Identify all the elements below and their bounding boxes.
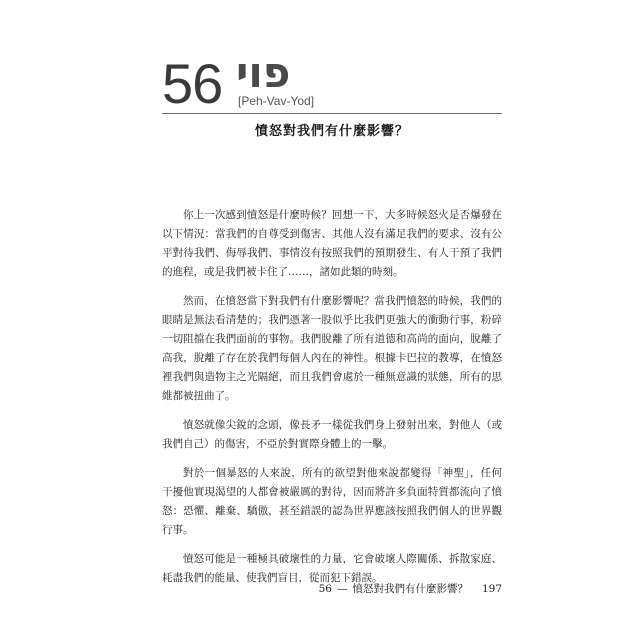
hebrew-letters: פוי <box>236 48 291 97</box>
paragraph: 然而，在憤怒當下對我們有什麼影響呢？當我們憤怒的時候，我們的眼睛是無法看清楚的；我們憑著一股似乎比我們更強大的衝動行事，粉碎一切阻擋在我們面前的事物。我們脫離了所有道德和高尚的面向，脫離了高我，脫離了存在於我們每個人內在的神性。根據卡巴拉的教導，在憤怒裡我們與造物主之光隔絕，而且我們會處於一種無意識的狀態，所有的思維都被扭曲了。 <box>162 295 502 402</box>
body-text <box>162 206 502 598</box>
title-divider <box>162 113 502 114</box>
chapter-number: 56 <box>162 52 223 115</box>
chapter-title: 憤怒對我們有什麼影響？ <box>254 124 409 139</box>
footer-chapter-number: 56 <box>318 583 332 595</box>
page-footer <box>162 581 502 596</box>
footer-chapter-title: 憤怒對我們有什麼影響？ <box>352 583 468 595</box>
paragraph: 憤怒就像尖銳的念頭，像長矛一樣從我們身上發射出來，對他人（或我們自己）的傷害，不亞於對實際身體上的一擊。 <box>162 419 502 450</box>
page-number: 197 <box>481 583 502 595</box>
footer-separator: — <box>336 583 348 595</box>
paragraph: 你上一次感到憤怒是什麼時候？回想一下，大多時候怒火是否爆發在以下情況：當我們的自尊受到傷害、其他人沒有滿足我們的要求、沒有公平對待我們、侮辱我們、事情沒有按照我們的預期發生、有人干預了我們的進程，或是我們被卡住了……，諸如此類的時刻。 <box>162 209 502 278</box>
paragraph: 對於一個暴怒的人來說，所有的欲望對他來說都變得「神聖」，任何干擾他實現渴望的人都會被嚴厲的對待，因而將許多負面特質都流向了憤怒：恐懼、離棄、驕傲，甚至錯誤的認為世界應該按照我們個人的世界觀行事。 <box>162 467 502 536</box>
transliteration: [Peh-Vav-Yod] <box>238 94 315 108</box>
paragraph: 憤怒可能是一種極具破壞性的力量，它會破壞人際關係、拆散家庭、耗盡我們的能量、使我們盲目，從而犯下錯誤。 <box>162 553 502 584</box>
